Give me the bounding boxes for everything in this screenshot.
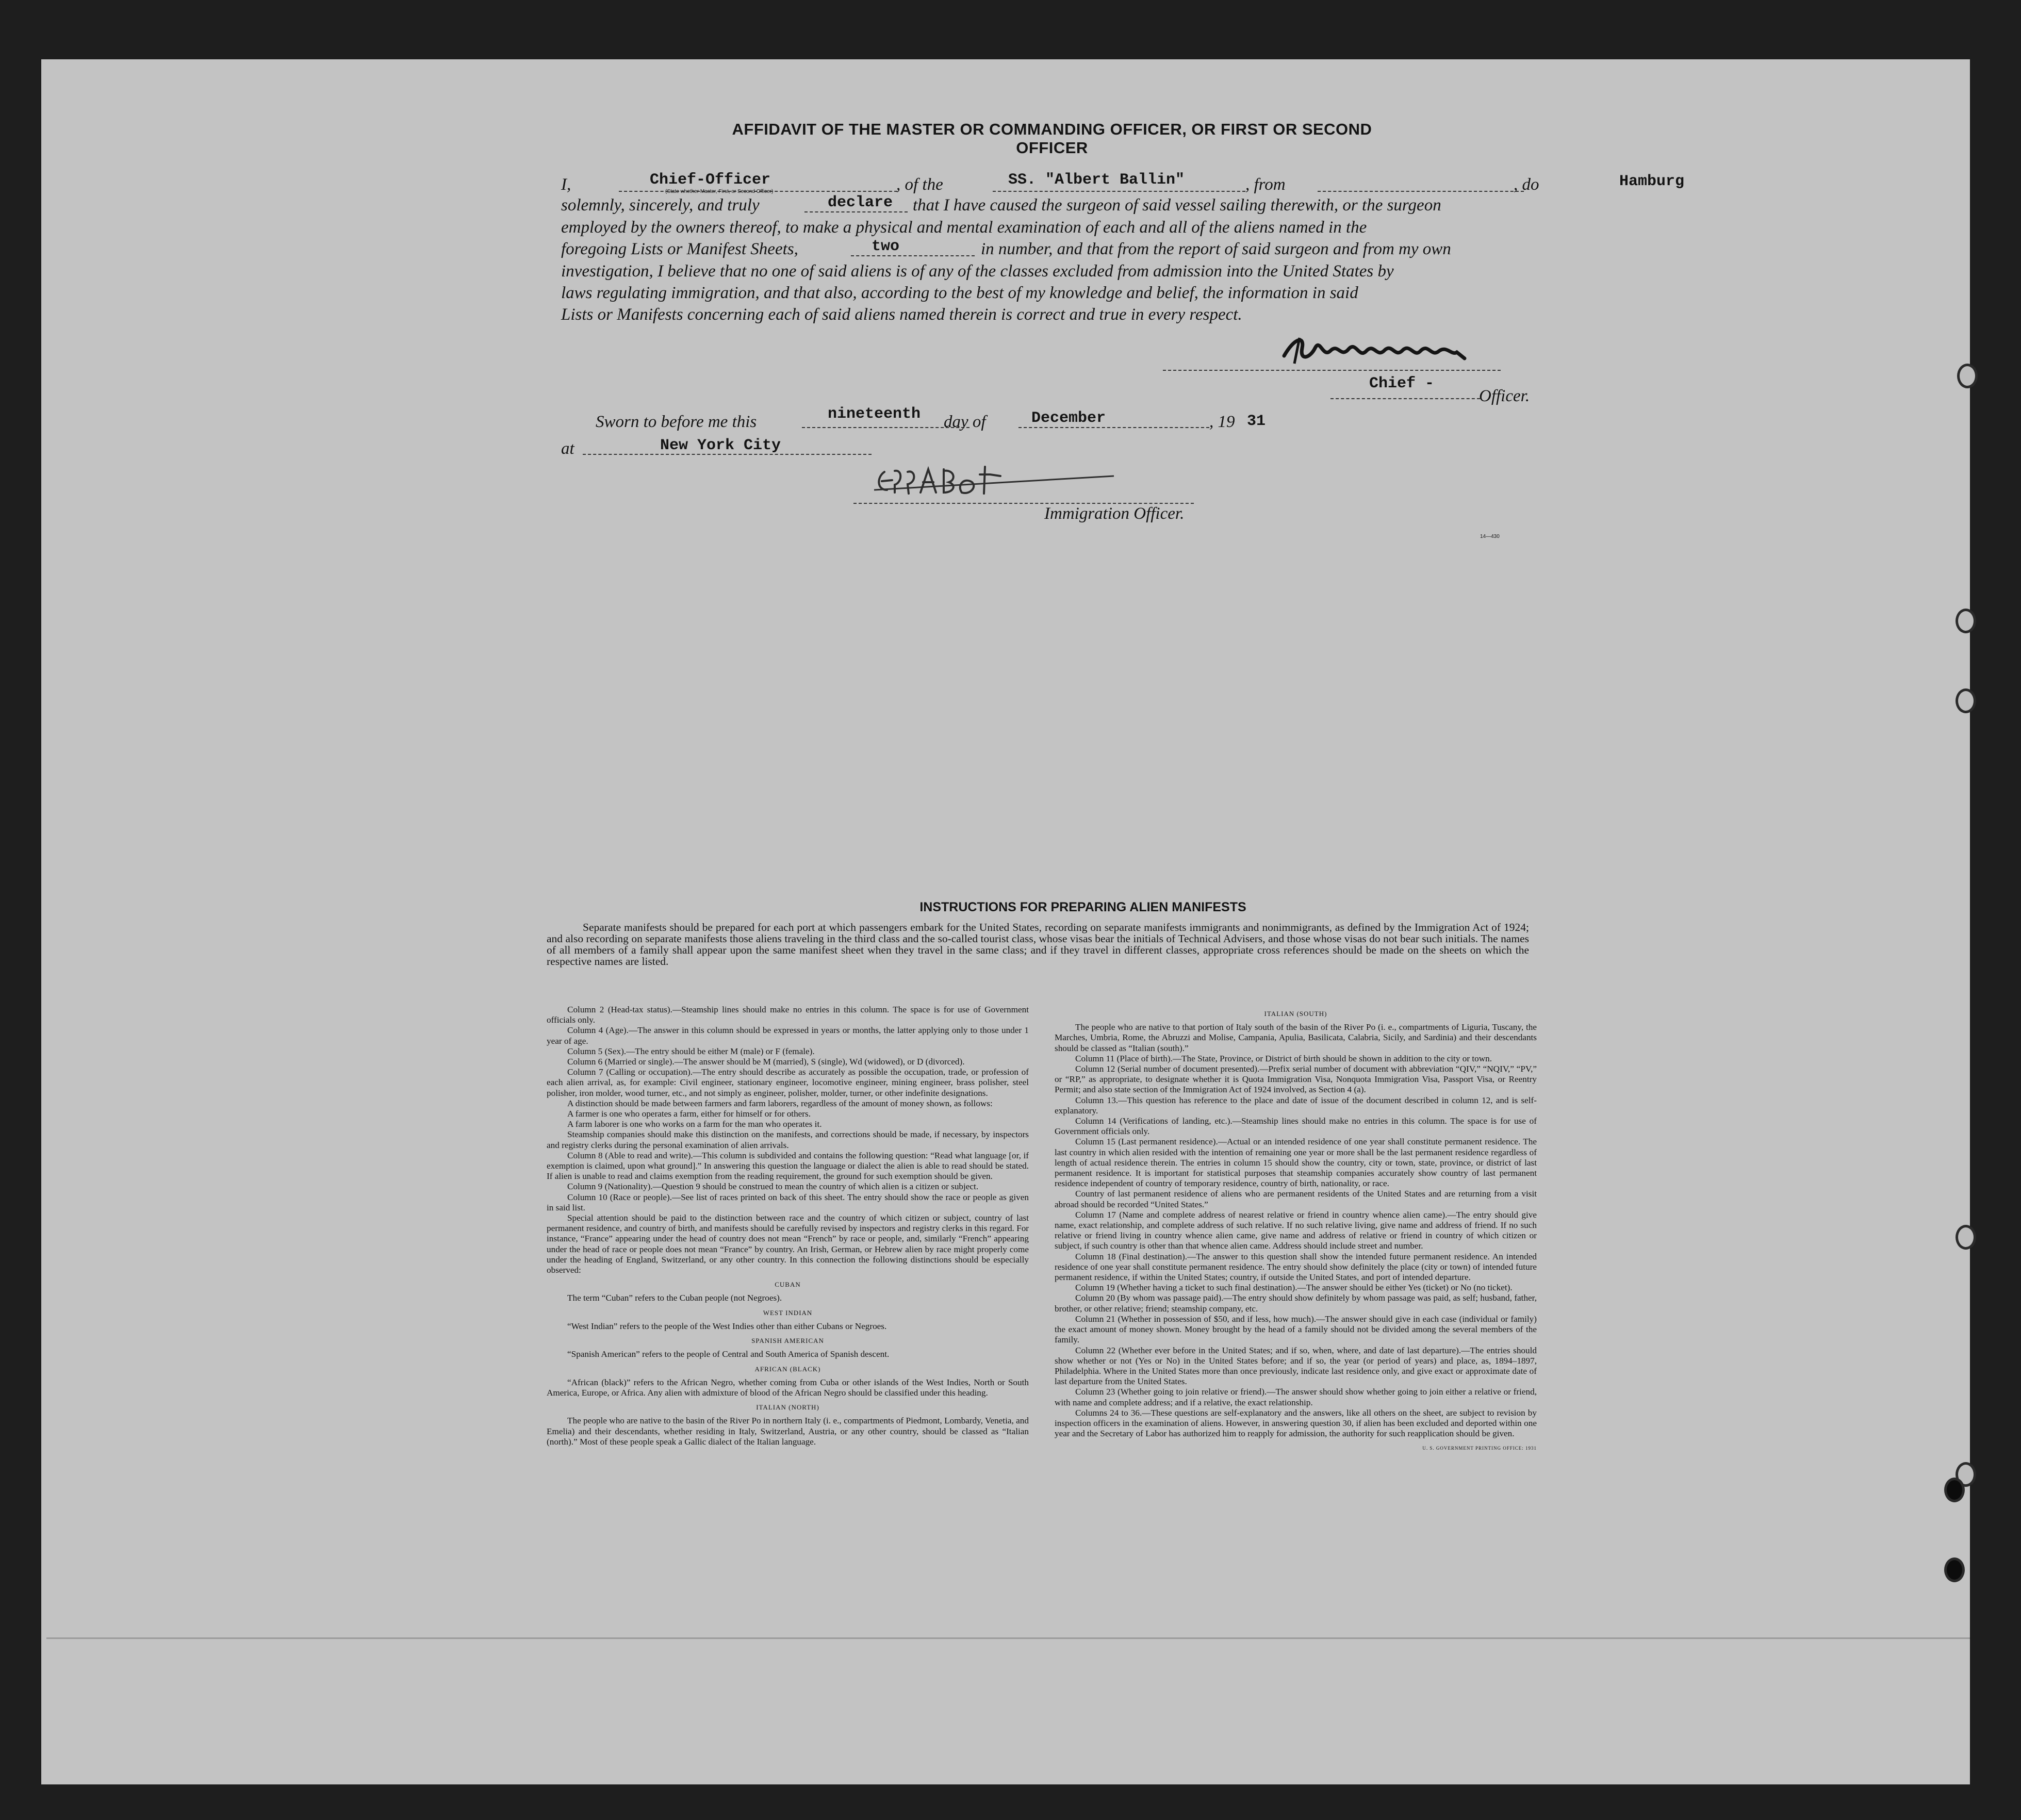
instruction-paragraph: Column 7 (Calling or occupation).—The entry should describe as accurately as possible the occupation, trade, or profession of each alien arrival, as, for example: Civil engineer, stationary engineer, locomotive engineer, mining engineer, brass polisher, steel polisher, iron molder, wood turner, etc., and not simply as engineer, polisher, molder, turner, or other indefinite designations. <box>547 1067 1029 1098</box>
affidavit-line4-b: in number, and that from the report of said surgeon and from my own <box>981 240 1451 258</box>
instruction-paragraph: Column 14 (Verifications of landing, etc.).—Steamship lines should make no entries in this column. The space is for use of Government officials only. <box>1055 1116 1537 1137</box>
rank-note: (State whether Master, First, or Second Officer) <box>665 189 774 194</box>
affidavit-line2-a: solemnly, sincerely, and truly <box>561 196 760 215</box>
instruction-paragraph: Column 22 (Whether ever before in the United States; and if so, when, where, and date of last departure).—The entries should show whether or not (Yes or No) in the United States before; and if so, the year (or period of years) and place, as, 1894–1897, Philadelphia. Where in the United States more than once previously, indicate last residence only, and give exact or approximate date of last departure from the United States. <box>1055 1345 1537 1387</box>
count-underline <box>851 255 975 256</box>
place-value: New York City <box>660 437 781 454</box>
from-label: , from <box>1245 175 1286 194</box>
instructions-intro: Separate manifests should be prepared for each port at which passengers embark for the United States, recording on separate manifests immigrants and nonimmigrants, as defined by the Immigration Act of 1924; and also recording on separate manifests those aliens traveling in the third class and the so-called tourist class, whose visas bear the initials of Technical Advisers, and those whose visas do not bear such initials. The names of all members of a family shall appear upon the same manifest sheet when they travel in the same class; and if they travel in different classes, appropriate cross references should be made on the sheets on which the respective names are listed. <box>547 921 1529 968</box>
section-heading: WEST INDIAN <box>763 1308 813 1317</box>
immigration-officer-label: Immigration Officer. <box>1044 504 1185 523</box>
affidavit-line5: investigation, I believe that no one of said aliens is of any of the classes excluded from admission into the United States by <box>561 262 1394 281</box>
instruction-paragraph: The people who are native to that portion of Italy south of the basin of the River Po (i. e., compartments of Liguria, Tuscany, the Marches, Umbria, Rome, the Abruzzi and Molise, Campania, Apulia, Basilicata, Calabria, Sicily, and Sardinia) and their descendants should be classed as “Italian (south).” <box>1055 1022 1537 1053</box>
port-value: Hamburg <box>1619 173 1685 190</box>
binder-hole <box>1956 1225 1976 1250</box>
instruction-paragraph: Column 13.—This question has reference to the place and date of issue of the document described in column 12, and is self-explanatory. <box>1055 1095 1537 1116</box>
instruction-paragraph: Column 6 (Married or single).—The answer should be M (married), S (single), Wd (widowed), or D (divorced). <box>567 1057 965 1067</box>
binder-hole <box>1956 609 1976 633</box>
instruction-paragraph: Special attention should be paid to the distinction between race and the country of which citizen or subject, country of last permanent residence, and country of birth, and manifests should be carefully revised by inspectors and registry clerks in this regard. For instance, “France” appearing under the head of country does not mean “French” by race or people, and, similarly “French” appearing under the head of race or people does not mean “France” by country. An Irish, German, or Hebrew alien by race might properly come under the heading of England, Switzerland, or any other country. In this connection the following distinctions should be especially observed: <box>547 1213 1029 1275</box>
officer-title-value: Chief - <box>1369 375 1435 392</box>
month-underline <box>1018 427 1209 428</box>
verb-value: declare <box>828 194 893 211</box>
do-label: , do <box>1514 175 1539 194</box>
affidavit-line2-b: that I have caused the surgeon of said vessel sailing therewith, or the surgeon <box>913 196 1441 215</box>
instruction-paragraph: A farmer is one who operates a farm, either for himself or for others. <box>567 1109 811 1119</box>
year-value: 31 <box>1247 413 1266 430</box>
signature-underline <box>1163 370 1501 371</box>
binder-hole <box>1957 364 1978 388</box>
binder-hole <box>1944 1557 1965 1582</box>
affidavit-line3: employed by the owners thereof, to make a physical and mental examination of each and all of the aliens named in the <box>561 218 1367 237</box>
instruction-paragraph: Column 11 (Place of birth).—The State, Province, or District of birth should be shown in addition to the city or town. <box>1075 1053 1492 1063</box>
instruction-paragraph: Columns 24 to 36.—These questions are self-explanatory and the answers, like all others on the sheet, are subject to revision by inspection officers in the examination of aliens. However, in answering question 30, if alien has been excluded and deported within one year and the Secretary of Labor has authorized him to reapply for admission, the authority for such reapplication should be given. <box>1055 1407 1537 1439</box>
instructions-right-column <box>1055 1005 1537 1457</box>
verb-underline <box>804 211 908 212</box>
affidavit-line7: Lists or Manifests concerning each of said aliens named therein is correct and true in every respect. <box>561 305 1242 324</box>
form-number: 14—430 <box>1480 534 1500 539</box>
section-heading: SPANISH AMERICAN <box>751 1337 824 1345</box>
binder-hole <box>1944 1478 1965 1502</box>
instructions-left-column <box>547 1005 1029 1447</box>
port-underline <box>1318 191 1524 192</box>
section-heading: ITALIAN (SOUTH) <box>1264 1010 1327 1018</box>
instruction-paragraph: Column 12 (Serial number of document presented).—Prefix serial number of document with abbreviation “QIV,” “NQIV,” “PV,” or “RP,” as appropriate, to designate whether it is Quota Immigration Visa, Nonquota Immigration Visa, Passport Visa, or Reentry Permit; and also state section of the Immigration Act of 1924 involved, as Section 4 (a). <box>1055 1064 1537 1095</box>
instruction-paragraph: Column 2 (Head-tax status).—Steamship lines should make no entries in this column. The space is for use of Government officials only. <box>547 1005 1029 1025</box>
instruction-paragraph: Steamship companies should make this distinction on the manifests, and corrections should be made, if necessary, by inspectors and registry clerks during the personal examination of alien arrivals. <box>547 1129 1029 1150</box>
instruction-paragraph: The people who are native to the basin of the River Po in northern Italy (i. e., compartments of Piedmont, Lombardy, Venetia, and Emelia) and their descendants, whether residing in Italy, Switzerland, Austria, or any other country, should be classed as “Italian (north).” Most of these people speak a Gallic dialect of the Italian language. <box>547 1416 1029 1447</box>
of-the-label: , of the <box>896 175 943 194</box>
instruction-paragraph: Column 5 (Sex).—The entry should be either M (male) or F (female). <box>567 1046 815 1056</box>
instruction-paragraph: Column 20 (By whom was passage paid).—The entry should show definitely by whom passage was paid, as self; husband, father, brother, or other relative; friend; steamship company, etc. <box>1055 1293 1537 1314</box>
instruction-paragraph: Column 19 (Whether having a ticket to such final destination).—The answer should be either Yes (ticket) or No (no ticket). <box>1075 1283 1513 1293</box>
binder-hole <box>1956 688 1976 713</box>
sworn-label: Sworn to before me this <box>596 413 757 431</box>
section-heading: ITALIAN (NORTH) <box>756 1403 819 1412</box>
instruction-paragraph: Column 17 (Name and complete address of nearest relative or friend in country whence alien came).—The entry should give name, exact relationship, and complete address of such relative. If no such relative living, give name and address of friend. If no such relative or friend living in country whence alien came, give name and address of relative or friend in country of which citizen or subject, if such country is other than that whence alien came. Address should include street and number. <box>1055 1209 1537 1251</box>
officer-label: Officer. <box>1479 387 1530 405</box>
ship-value: SS. "Albert Ballin" <box>1008 171 1185 189</box>
instruction-paragraph: Column 4 (Age).—The answer in this column should be expressed in years or months, the latter applying only to those under 1 year of age. <box>547 1025 1029 1046</box>
immigration-officer-underline <box>853 503 1194 504</box>
at-label: at <box>561 439 574 458</box>
instructions-title: INSTRUCTIONS FOR PREPARING ALIEN MANIFESTS <box>919 900 1246 914</box>
instruction-paragraph: The term “Cuban” refers to the Cuban people (not Negroes). <box>567 1293 782 1303</box>
ship-underline <box>993 191 1245 192</box>
instruction-paragraph: Country of last permanent residence of aliens who are permanent residents of the United States and are returning from a visit abroad should be recorded “United States.” <box>1055 1189 1537 1209</box>
instruction-paragraph: A farm laborer is one who works on a farm for the man who operates it. <box>567 1119 822 1129</box>
instruction-paragraph: Column 15 (Last permanent residence).—Actual or an intended residence of one year shall constitute permanent residence. The last country in which alien resided with the intention of remaining one year or more shall be the last permanent residence regardless of length of actual residence therein. The entries in column 15 should show the country, city or town, state, province, or district of last permanent residence. It is important for statistical purposes that steamship companies accurately show country of last permanent residence independent of country of temporary residence, country of birth, nationality, or race. <box>1055 1137 1537 1189</box>
page-fold <box>46 1637 1970 1639</box>
instruction-paragraph: Column 18 (Final destination).—The answer to this question shall show the intended future permanent residence. An intended residence of one year shall constitute permanent residence. The entry should show definitely the place (city or town) of intended future permanent residence, if within the United States; country, if outside the United States, and port of intended departure. <box>1055 1251 1537 1283</box>
instruction-paragraph: “West Indian” refers to the people of the West Indies other than either Cubans or Negroes. <box>567 1321 887 1331</box>
year-prefix: , 19 <box>1209 413 1235 431</box>
instruction-paragraph: A distinction should be made between farmers and farm laborers, regardless of the amount of money shown, as follows: <box>567 1098 993 1108</box>
instruction-paragraph: “Spanish American” refers to the people of Central and South America of Spanish descent. <box>567 1349 890 1359</box>
instruction-paragraph: “African (black)” refers to the African Negro, whether coming from Cuba or other islands of the West Indies, North or South America, Europe, or Africa. Any alien with admixture of blood of the African Negro should be classified under this heading. <box>547 1377 1029 1398</box>
instruction-paragraph: Column 23 (Whether going to join relative or friend).—The answer should show whether going to join either a relative or friend, with name and complete address; and if a relative, the exact relationship. <box>1055 1387 1537 1407</box>
printer-imprint: U. S. GOVERNMENT PRINTING OFFICE: 1931 <box>1422 1446 1537 1451</box>
affidavit-line4-a: foregoing Lists or Manifest Sheets, <box>561 240 798 258</box>
count-value: two <box>872 238 900 255</box>
affidavit-line6: laws regulating immigration, and that also, according to the best of my knowledge and belief, the information in said <box>561 284 1358 302</box>
officer-title-underline <box>1330 398 1480 399</box>
immigration-officer-signature <box>872 462 1119 503</box>
master-signature <box>1279 327 1496 374</box>
instruction-paragraph: Column 10 (Race or people).—See list of races printed on back of this sheet. The entry should show the race or people as given in said list. <box>547 1192 1029 1212</box>
section-heading: CUBAN <box>775 1281 801 1289</box>
month-value: December <box>1031 409 1106 427</box>
instruction-paragraph: Column 9 (Nationality).—Question 9 should be construed to mean the country of which alien is a citizen or subject. <box>567 1182 979 1192</box>
section-heading: AFRICAN (BLACK) <box>754 1365 821 1373</box>
day-value: nineteenth <box>828 405 921 423</box>
day-of-label: day of <box>944 413 986 431</box>
i-label: I, <box>561 175 571 194</box>
affidavit-title: AFFIDAVIT OF THE MASTER OR COMMANDING OFFICER, OR FIRST OR SECOND OFFICER <box>732 120 1372 157</box>
instruction-paragraph: Column 21 (Whether in possession of $50, and if less, how much).—The answer should give in each case (individual or family) the exact amount of money shown. Money brought by the head of a family should not be divided among the several members of the family. <box>1055 1314 1537 1345</box>
instruction-paragraph: Column 8 (Able to read and write).—This column is subdivided and contains the following question: “Read what language [or, if exemption is claimed, upon what ground].” In answering this question the language or dialect the alien is able to read should be stated. If alien is unable to read and claims exemption from the reading requirement, the ground for such exemption should be given. <box>547 1150 1029 1182</box>
rank-value: Chief-Officer <box>650 171 771 189</box>
